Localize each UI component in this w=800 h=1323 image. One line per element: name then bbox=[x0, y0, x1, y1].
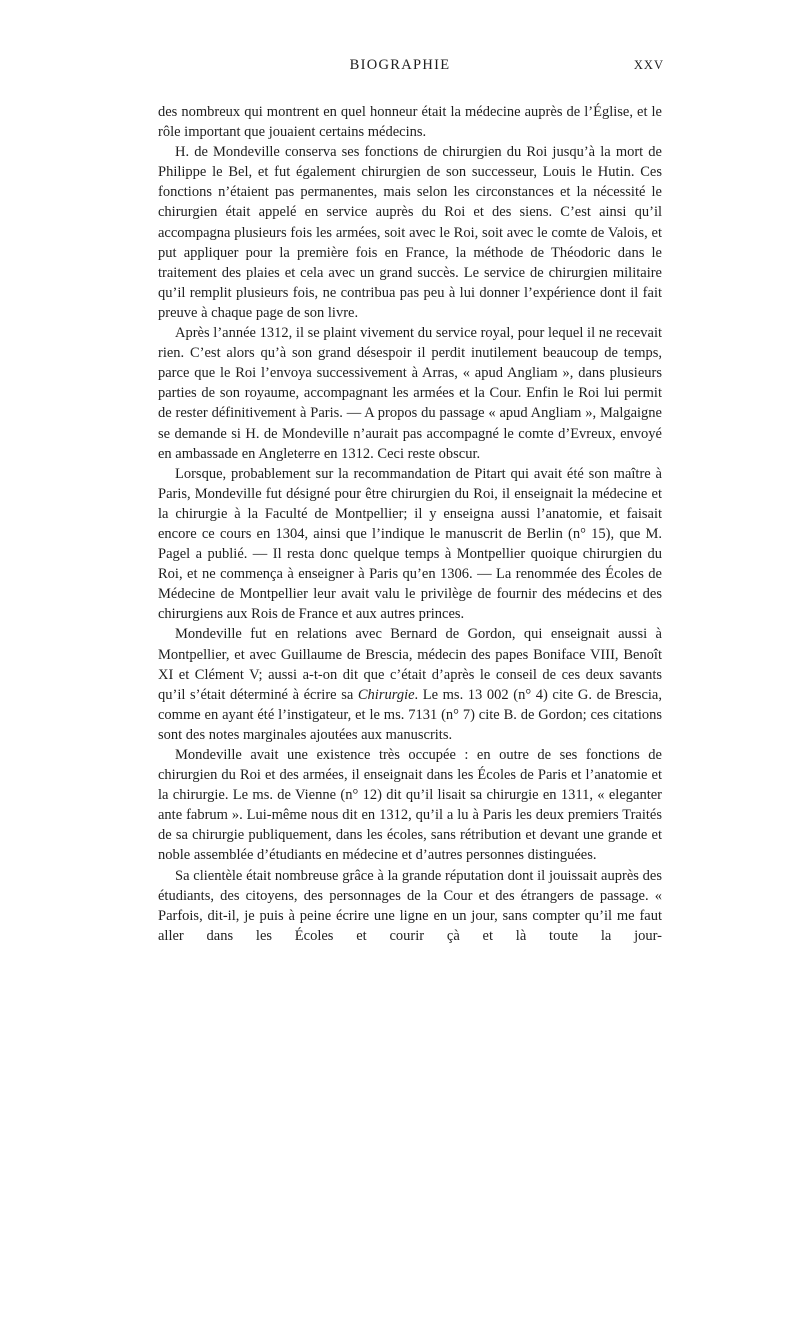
paragraph: Lorsque, probablement sur la recommandation de Pitart qui avait été son maître à Paris, Mondeville fut désigné pour être chirurgien du Roi, il enseignait la médecine et la chirurgie à la Faculté de Montpellier; il y enseigna aussi l’anatomie, et faisait encore ce cours en 1304, ainsi que l’indique le manuscrit de Berlin (n° 15), que M. Pagel a publié. — Il resta donc quelque temps à Montpellier quoique chirurgien du Roi, et ne commença à enseigner à Paris qu’en 1306. — La renommée des Écoles de Médecine de Montpellier leur avait valu le privilège de fournir des médecins et des chirurgiens aux Rois de France et aux autres princes. bbox=[158, 465, 662, 623]
book-title: Chirurgie bbox=[357, 686, 415, 703]
running-head bbox=[0, 57, 800, 81]
paragraph-text: Mondeville fut en relations avec Bernard de Gordon, qui enseignait aussi à Montpellier, et avec Guillaume de Brescia, médecin des papes Boniface VIII, Benoît XI et Clément V; aussi a-t-on dit que c’était d’après le conseil de ces deux savants qu’il s’était déterminé à écrire sa bbox=[158, 626, 662, 703]
paragraph bbox=[158, 624, 662, 745]
running-title: BIOGRAPHIE bbox=[349, 57, 451, 73]
paragraph: des nombreux qui montrent en quel honneur était la médecine auprès de l’Église, et le rôle important que jouaient certains médecins. bbox=[158, 104, 662, 141]
page-number: XXV bbox=[633, 58, 664, 72]
paragraph: H. de Mondeville conserva ses fonctions de chirurgien du Roi jusqu’à la mort de Philippe le Bel, et fut également chirurgien de son successeur, Louis le Hutin. Ces fonctions n’étaient pas permanentes, mais selon les circonstances et la nécessité le chirurgien était appelé en service auprès du Roi et des siens. C’est ainsi qu’il accompagna plusieurs fois les armées, soit avec le Roi, soit avec le comte de Valois, et put appliquer pour la première fois en France, la méthode de Théodoric dans le traitement des plaies et cela avec un grand succès. Le service de chirurgien militaire qu’il remplit plusieurs fois, ne contribua pas peu à lui donner l’expérience dont il fait preuve à chaque page de son livre. bbox=[158, 144, 662, 321]
body-text bbox=[158, 102, 662, 946]
paragraph-text: . Le ms. 13 002 (n° 4) cite G. de Brescia, comme en ayant été l’instigateur, et le ms. 7131 (n° 7) cite B. de Gordon; ces citations sont des notes marginales ajoutées aux manuscrits. bbox=[158, 686, 662, 743]
paragraph: Après l’année 1312, il se plaint vivement du service royal, pour lequel il ne recevait rien. C’est alors qu’à son grand désespoir il perdit inutilement beaucoup de temps, parce que le Roi l’envoya successivement à Arras, « apud Angliam », dans plusieurs parties de son royaume, accompagnant les armées et la Cour. Enfin le Roi lui permit de rester définitivement à Paris. — A propos du passage « apud Angliam », Malgaigne se demande si H. de Mondeville n’aurait pas accompagné le comte d’Evreux, envoyé en ambassade en Angleterre en 1312. Ceci reste obscur. bbox=[158, 325, 662, 462]
paragraph: Sa clientèle était nombreuse grâce à la grande réputation dont il jouissait auprès des étudiants, des citoyens, des personnages de la Cour et des étrangers de passage. « Parfois, dit-il, je puis à peine écrire une ligne en un jour, sans compter qu’il me faut aller dans les Écoles et courir çà et là toute la jour- bbox=[158, 867, 662, 944]
paragraph: Mondeville avait une existence très occupée : en outre de ses fonctions de chirurgien du Roi et des armées, il enseignait dans les Écoles de Paris et l’anatomie et la chirurgie. Le ms. de Vienne (n° 12) dit qu’il lisait sa chirurgie en 1311, « eleganter ante fabrum ». Lui-même nous dit en 1312, qu’il a lu à Paris les deux premiers Traités de sa chirurgie publiquement, dans les écoles, sans rétribution et devant une grande et noble assemblée d’étudiants en médecine et d’autres personnes distinguées. bbox=[158, 747, 662, 864]
